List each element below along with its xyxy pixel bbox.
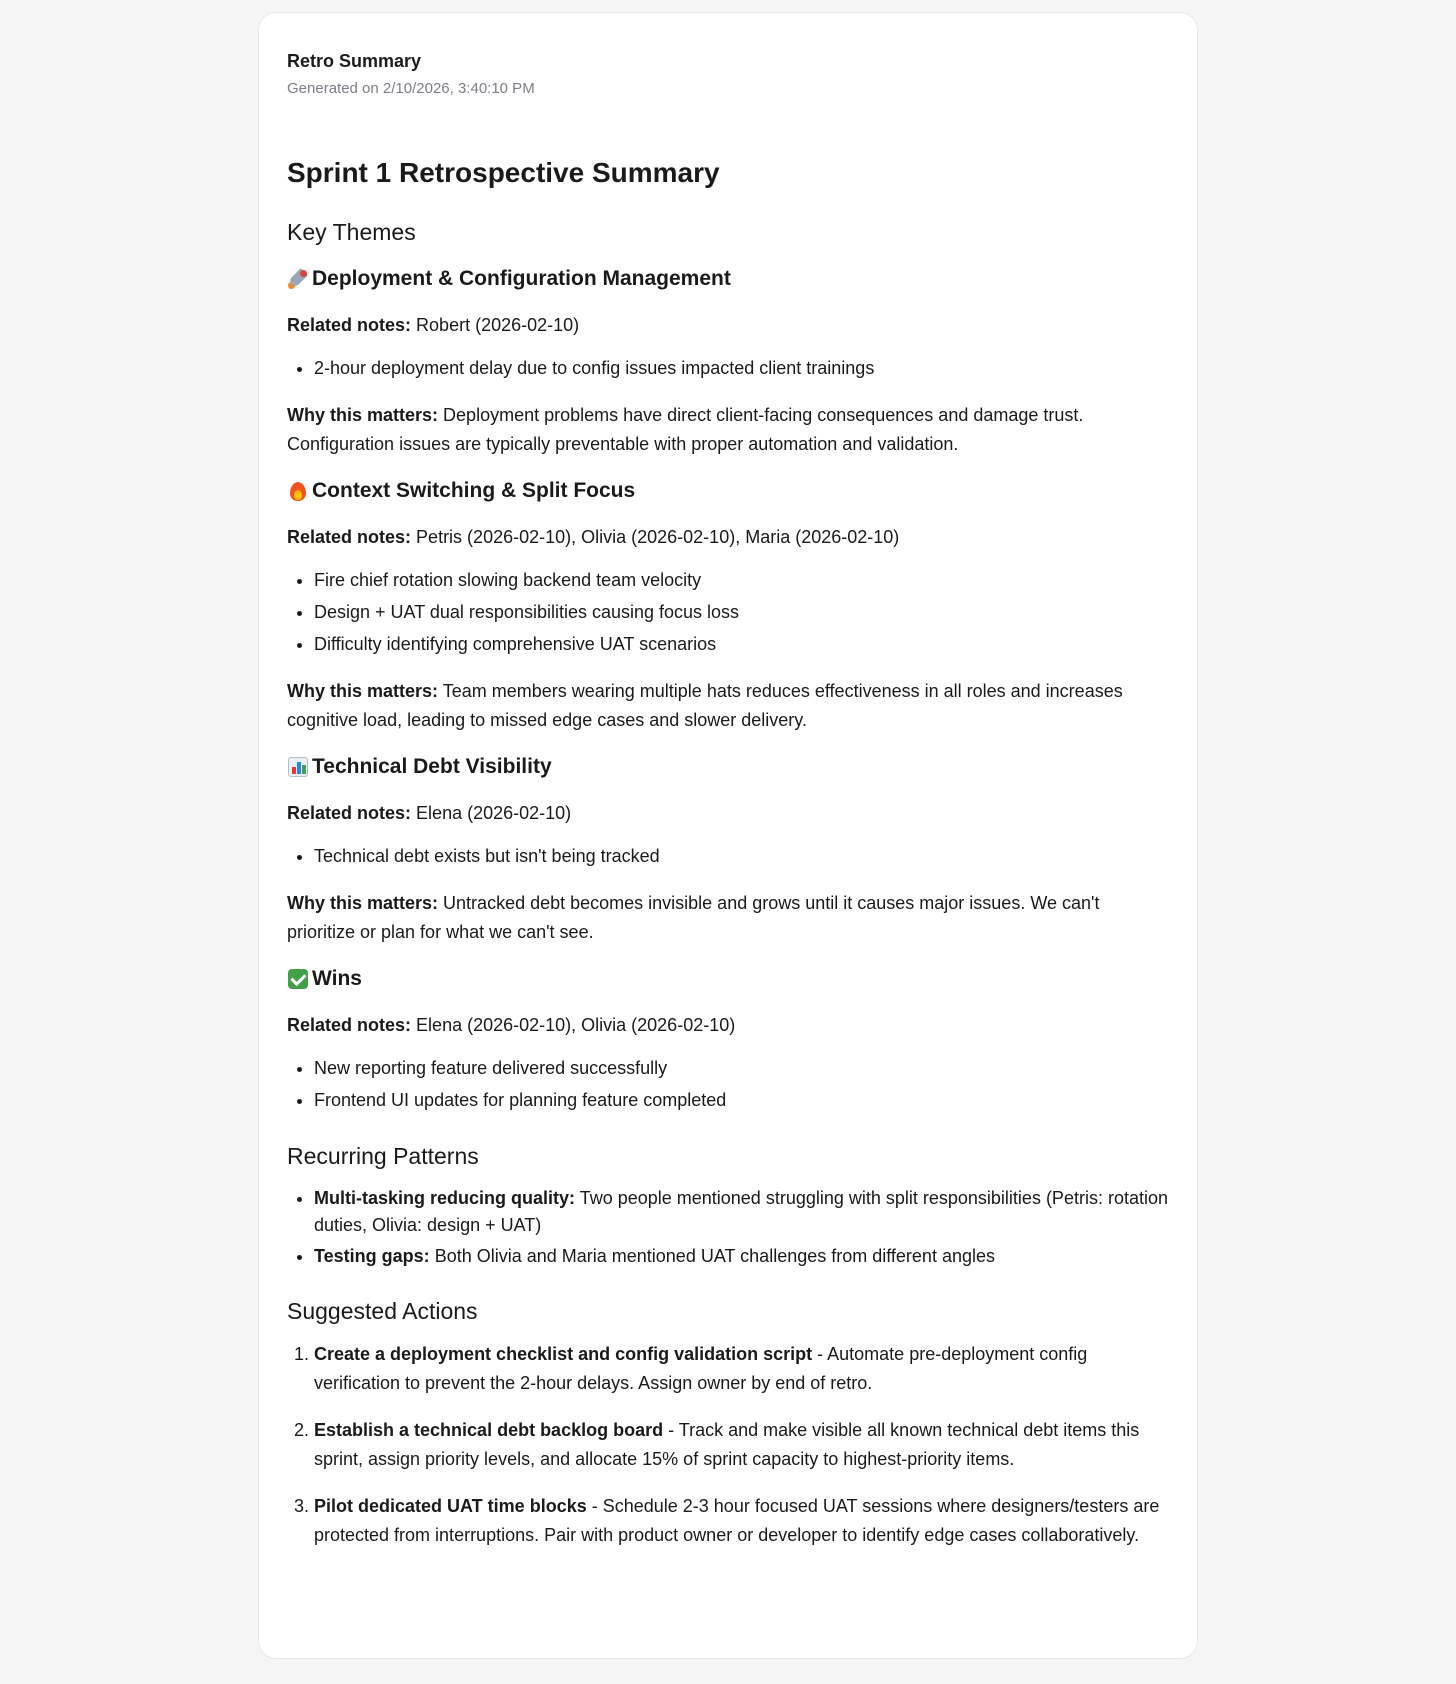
bar-chart-icon [287,756,309,778]
list-item: • New reporting feature delivered successfully [314,1054,1169,1083]
theme-heading [287,965,1169,993]
list-item: • Difficulty identifying comprehensive UAT scenarios [314,630,1169,659]
list-item: • Technical debt exists but isn't being tracked [314,842,1169,871]
why-this-matters [287,401,1169,459]
why-text: Team members wearing multiple hats reduces effectiveness in all roles and increases cognitive load, leading to missed edge cases and slower delivery. [287,681,1123,730]
why-label: Why this matters: [287,681,439,701]
related-notes [287,799,1169,828]
action-text: - Automate pre-deployment config verification to prevent the 2-hour delays. Assign owner by end of retro. [314,1344,1088,1393]
action-item [314,1416,1169,1474]
why-label: Why this matters: [287,405,439,425]
pattern-label: Testing gaps: [314,1246,430,1266]
action-item [314,1492,1169,1550]
related-notes-label: Related notes: [287,527,412,547]
retro-summary-card [258,12,1198,1659]
related-notes [287,1011,1169,1040]
patterns-list [287,1185,1169,1270]
related-notes-label: Related notes: [287,315,412,335]
suggested-actions-heading: Suggested Actions [287,1298,478,1324]
theme-bullets [287,566,1169,659]
generated-timestamp: Generated on 2/10/2026, 3:40:10 PM [287,80,535,97]
related-notes-value: Elena (2026-02-10), Olivia (2026-02-10) [416,1015,736,1035]
list-item: • Frontend UI updates for planning feature completed [314,1086,1169,1115]
action-item [314,1340,1169,1398]
theme-heading [287,265,1169,293]
why-label: Why this matters: [287,893,439,913]
why-text: Untracked debt becomes invisible and grows until it causes major issues. We can't prioritize or plan for what we can't see. [287,893,1100,942]
list-item: • Fire chief rotation slowing backend team velocity [314,566,1169,595]
related-notes-label: Related notes: [287,803,412,823]
check-mark-icon [287,968,309,990]
why-this-matters [287,889,1169,947]
action-text: - Track and make visible all known technical debt items this sprint, assign priority levels, and allocate 15% of sprint capacity to highest-priority items. [314,1420,1140,1469]
pattern-text: Two people mentioned struggling with split responsibilities (Petris: rotation duties, Olivia: design + UAT) [314,1188,1168,1235]
recurring-patterns-heading: Recurring Patterns [287,1143,479,1169]
why-text: Deployment problems have direct client-facing consequences and damage trust. Configuration issues are typically preventable with proper automation and validation. [287,405,1084,454]
why-this-matters [287,677,1169,735]
actions-list [287,1340,1169,1550]
related-notes-value: Elena (2026-02-10) [416,803,572,823]
related-notes [287,311,1169,340]
document-title: Sprint 1 Retrospective Summary [287,157,720,188]
list-item [314,1243,1169,1270]
card-title: Retro Summary [287,51,422,71]
rocket-icon [287,268,309,290]
list-item [314,1185,1169,1239]
related-notes-value: Petris (2026-02-10), Olivia (2026-02-10), Maria (2026-02-10) [416,527,900,547]
theme-bullets [287,842,1169,871]
action-label: Pilot dedicated UAT time blocks [314,1496,587,1516]
theme-title: Deployment & Configuration Management [312,267,731,290]
pattern-text: Both Olivia and Maria mentioned UAT challenges from different angles [429,1246,995,1266]
action-label: Establish a technical debt backlog board [314,1420,664,1440]
theme-bullets [287,354,1169,383]
fire-icon [287,480,309,502]
theme-heading [287,477,1169,505]
related-notes [287,523,1169,552]
theme-title: Wins [312,967,362,990]
theme-title: Context Switching & Split Focus [312,479,636,502]
pattern-label: Multi-tasking reducing quality: [314,1188,576,1208]
action-label: Create a deployment checklist and config validation script [314,1344,813,1364]
theme-title: Technical Debt Visibility [312,755,552,778]
related-notes-value: Robert (2026-02-10) [416,315,580,335]
key-themes-heading: Key Themes [287,219,416,245]
theme-bullets [287,1054,1169,1115]
list-item: • Design + UAT dual responsibilities causing focus loss [314,598,1169,627]
theme-heading [287,753,1169,781]
related-notes-label: Related notes: [287,1015,412,1035]
action-text: - Schedule 2-3 hour focused UAT sessions where designers/testers are protected from interruptions. Pair with product owner or developer to identify edge cases collaboratively. [314,1496,1160,1545]
list-item: • 2-hour deployment delay due to config issues impacted client trainings [314,354,1169,383]
